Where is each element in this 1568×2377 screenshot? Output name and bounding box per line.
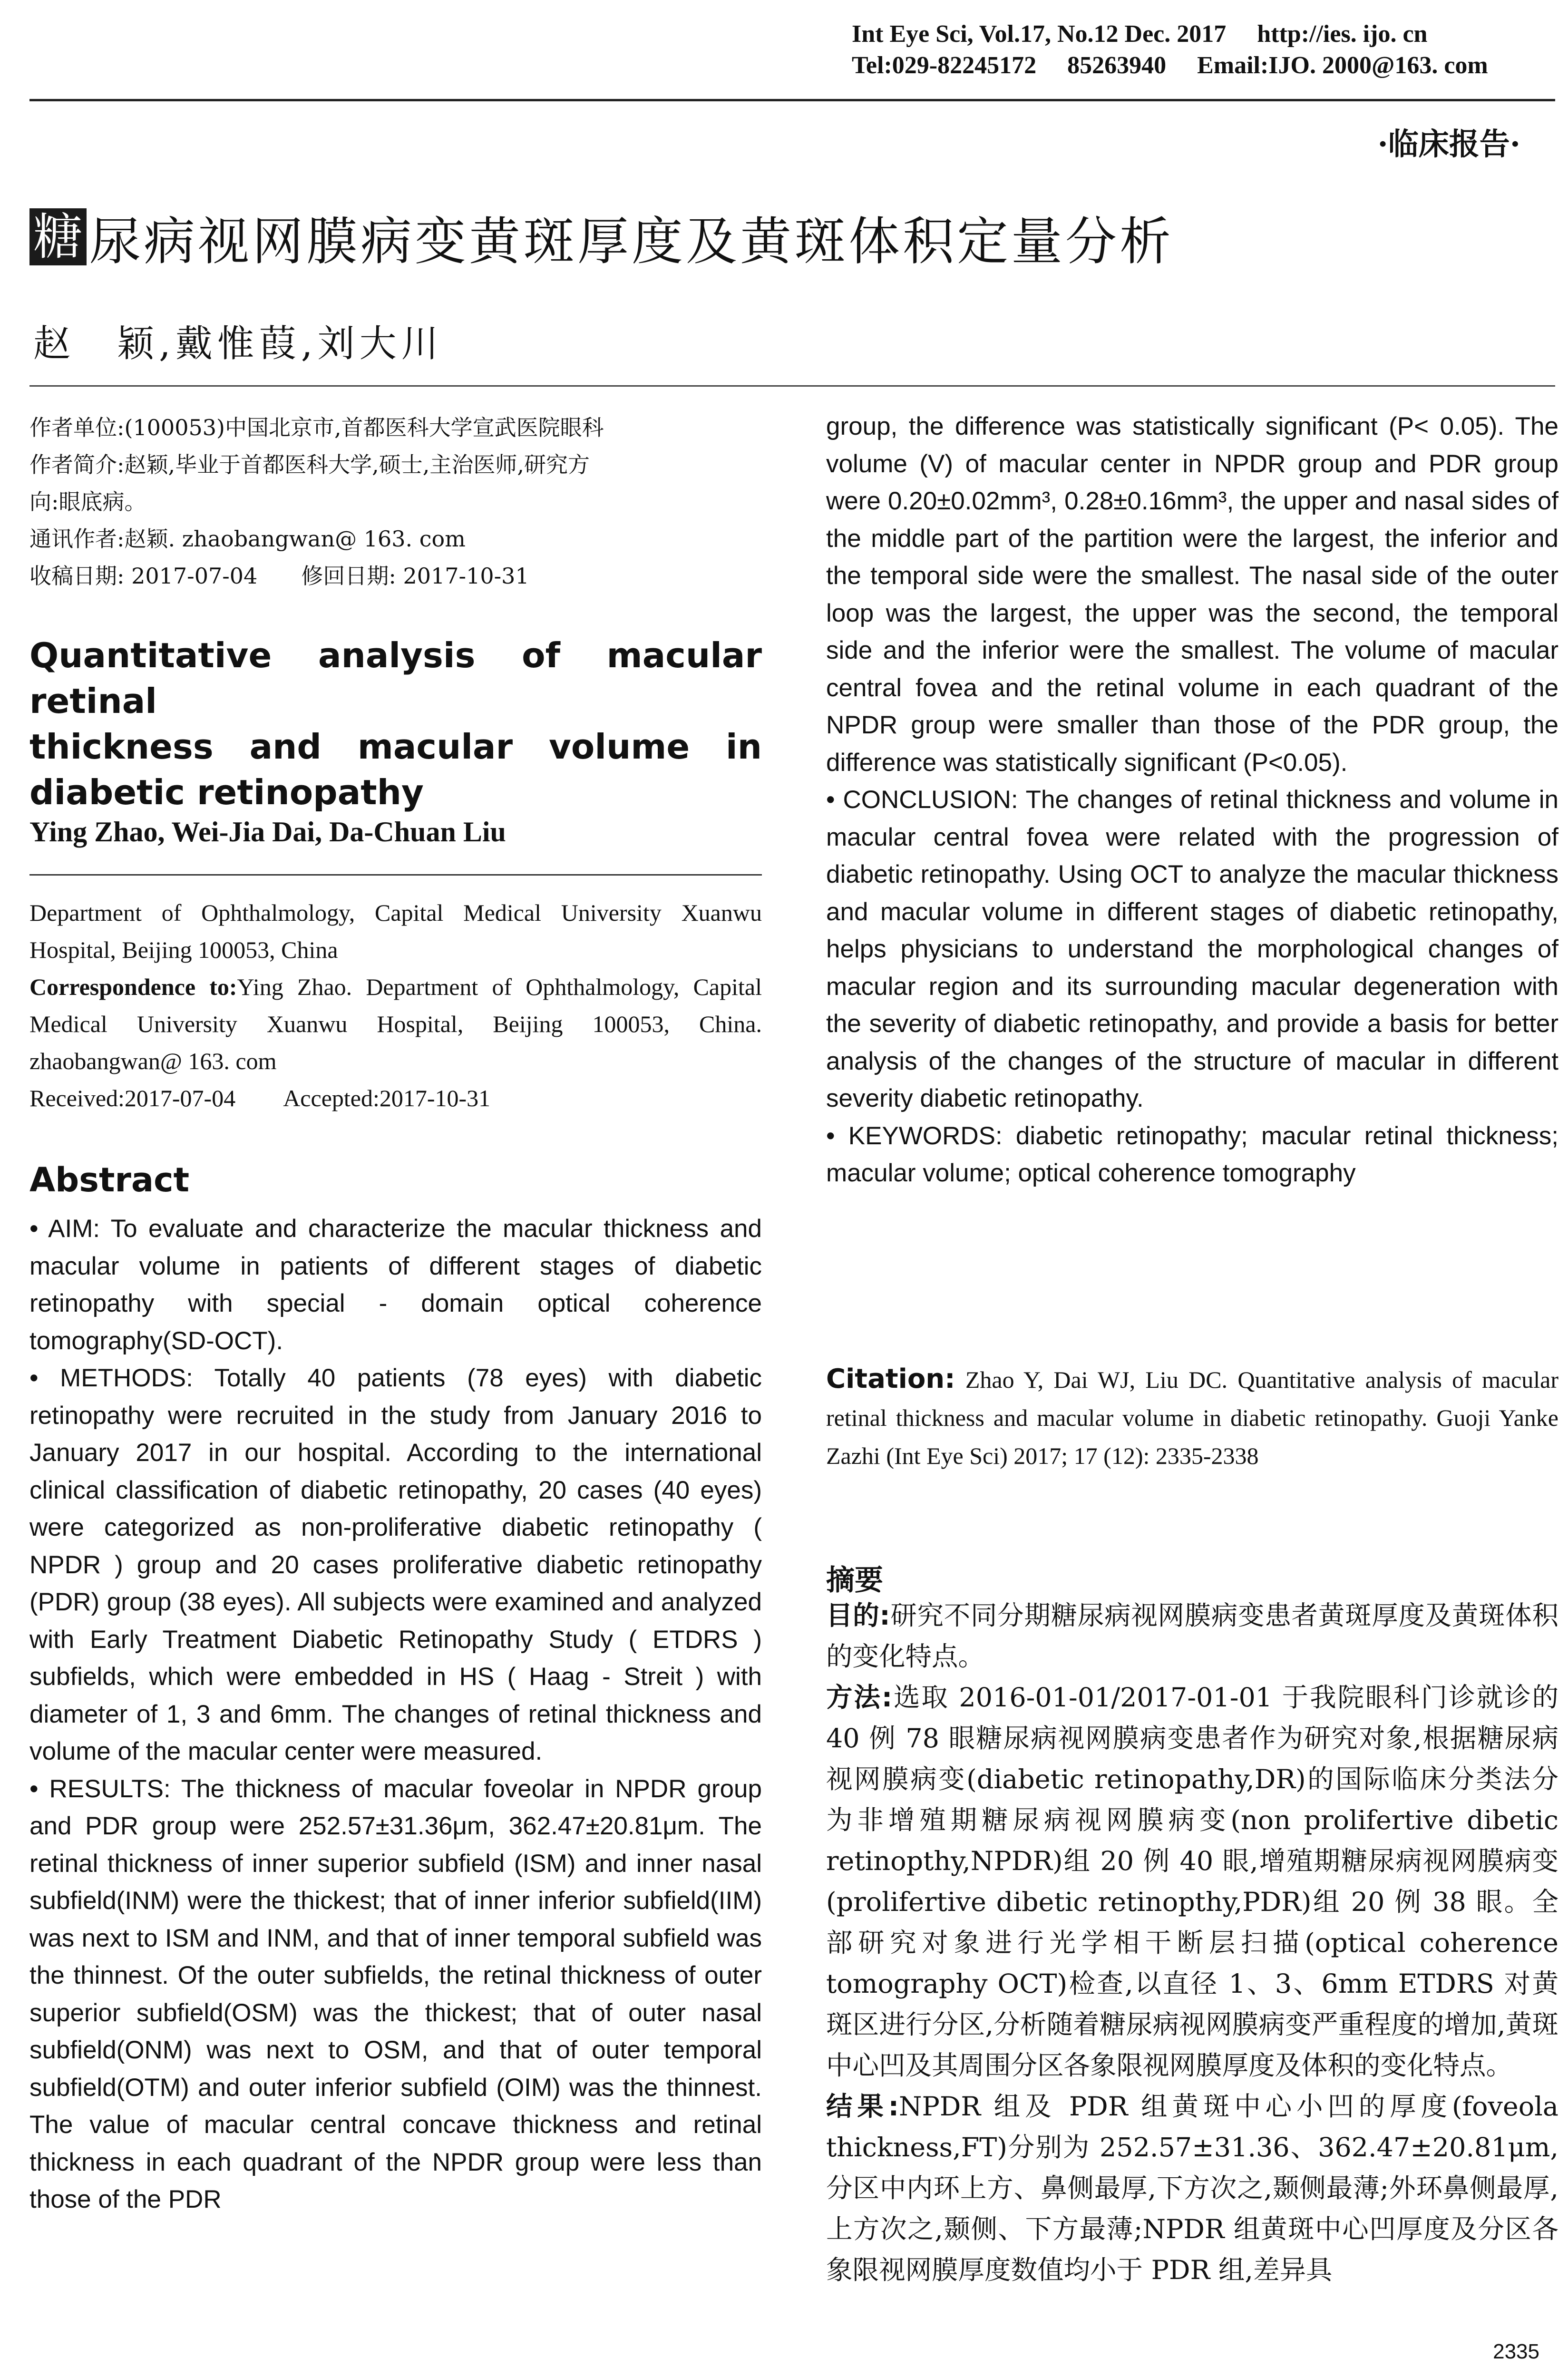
english-affiliation: Department of Ophthalmology, Capital Medical University Xuanwu Hospital, Beijing 100053, China [29, 899, 762, 963]
abstract-aim: • AIM: To evaluate and characterize the macular thickness and macular volume in patients of different stages of diabetic retinopathy with special - domain optical coherence tomography(SD-OCT). [29, 1215, 762, 1355]
abstract-right-column [826, 408, 1558, 1192]
correspondence-text: Ying Zhao. Department of Ophthalmology, Capital Medical University Xuanwu Hospital, Beijing 100053, China. zhaobangwan@ 163. com [29, 974, 762, 1074]
abstract-keywords: • KEYWORDS: diabetic retinopathy; macular retinal thickness; macular volume; optical coherence tomography [826, 1121, 1558, 1187]
chinese-abstract [826, 1596, 1558, 2291]
english-title-line: diabetic retinopathy [29, 772, 424, 812]
dates-cn: 收稿日期: 2017-07-04 修回日期: 2017-10-31 [29, 563, 529, 589]
citation-text: Zhao Y, Dai WJ, Liu DC. Quantitative analysis of macular retinal thickness and macular volume in diabetic retinopathy. Guoji Yanke Zazhi (Int Eye Sci) 2017; 17 (12): 2335-2338 [826, 1366, 1559, 1469]
journal-header-line-1: Int Eye Sci, Vol.17, No.12 Dec. 2017 http://ies. ijo. cn [852, 20, 1428, 48]
authors-chinese: 赵 颖,戴惟葭,刘大川 [33, 322, 443, 365]
abstract-results-part1: • RESULTS: The thickness of macular foveolar in NPDR group and PDR group were 252.57±31.36μm, 362.47±20.81μm. The retinal thickness of inner superior subfield (ISM) and inner nasal subfield(INM) were the thickest; that of inner inferior subfield(IIM) was next to ISM and INM, and that of inner temporal subfield was the thinnest. Of the outer subfields, the retinal thickness of outer superior subfield(OSM) was the thickest; that of outer nasal subfield(ONM) was next to OSM, and that of outer temporal subfield(OTM) and outer inferior subfield (OIM) was the thinnest. The value of macular central concave thickness and retinal thickness in each quadrant of the NPDR group were less than those of the PDR [29, 1774, 762, 2213]
english-affiliation-block [29, 894, 762, 1117]
author-info-chinese [29, 409, 762, 594]
abstract-methods: • METHODS: Totally 40 patients (78 eyes) with diabetic retinopathy were recruited in the study from January 2016 to January 2017 in our hospital. According to the international clinical classification of diabetic retinopathy, 20 cases (40 eyes) were categorized as non-proliferative diabetic retinopathy ( NPDR ) group and 20 cases proliferative diabetic retinopathy (PDR) group (38 eyes). All subjects were examined and analyzed with Early Treatment Diabetic Retinopathy Study ( ETDRS ) subfields, which were embedded in HS ( Haag - Streit ) with diameter of 1, 3 and 6mm. The changes of retinal thickness and volume of the macular center were measured. [29, 1364, 762, 1765]
header-divider [29, 99, 1555, 101]
bio-cn-line2: 向:眼底病。 [29, 489, 146, 515]
english-authors: Ying Zhao, Wei-Jia Dai, Da-Chuan Liu [29, 816, 506, 848]
english-correspondence [29, 968, 762, 1080]
journal-header-line-2: Tel:029-82245172 85263940 Email:IJO. 2000@163. com [852, 52, 1488, 79]
correspondence-label: Correspondence to: [29, 974, 237, 1000]
cn-results-text: NPDR 组及 PDR 组黄斑中心小凹的厚度(foveola thickness,FT)分别为 252.57±31.36、362.47±20.81μm,分区中内环上方、鼻侧最厚,下方次之,颞侧最薄;外环鼻侧最厚,上方次之,颞侧、下方最薄;NPDR 组黄斑中心凹厚度及分区各象限视网膜厚度数值均小于 PDR 组,差异具 [826, 2091, 1558, 2286]
abstract-left-column [29, 1210, 762, 2219]
affiliation-cn: 作者单位:(100053)中国北京市,首都医科大学宣武医院眼科 [29, 415, 604, 440]
page-number: 2335 [1493, 2340, 1539, 2363]
cn-results-label: 结果: [826, 2091, 899, 2122]
english-title-line: thickness and macular volume in [29, 727, 762, 767]
citation-label: Citation: [826, 1364, 955, 1394]
cn-methods-text: 选取 2016-01-01/2017-01-01 于我院眼科门诊就诊的 40 例 78 眼糖尿病视网膜病变患者作为研究对象,根据糖尿病视网膜病变(diabetic retinopathy,DR)的国际临床分类法分为非增殖期糖尿病视网膜病变(non prolifertive dibetic retinopthy,NPDR)组 20 例 40 眼,增殖期糖尿病视网膜病变(prolifertive dibetic retinopthy,PDR)组 20 例 38 眼。全部研究对象进行光学相干断层扫描(optical coherence tomography OCT)检查,以直径 1、3、6mm ETDRS 对黄斑区进行分区,分析随着糖尿病视网膜病变严重程度的增加,黄斑中心凹及其周围分区各象限视网膜厚度及体积的变化特点。 [826, 1682, 1559, 2081]
author-divider [29, 385, 1555, 387]
english-title-line: Quantitative analysis of macular retinal [29, 635, 762, 721]
article-title [29, 204, 1174, 270]
abstract-conclusion: • CONCLUSION: The changes of retinal thickness and volume in macular central fovea were related with the progression of diabetic retinopathy. Using OCT to analyze the macular thickness and macular volume in different stages of diabetic retinopathy, helps physicians to understand the morphological changes of macular region and its surrounding macular degeneration with the severity of diabetic retinopathy, and provide a basis for better analysis of the changes of the structure of macular in different severity diabetic retinopathy. [826, 786, 1558, 1112]
english-received: Received:2017-07-04 Accepted:2017-10-31 [29, 1085, 491, 1111]
cn-methods-label: 方法: [826, 1682, 893, 1713]
abstract-results-part2: group, the difference was statistically significant (P< 0.05). The volume (V) of macular center in NPDR group and PDR group were 0.20±0.02mm³, 0.28±0.16mm³, the upper and nasal sides of the middle part of the partition were the largest, the inferior and the temporal side were the smallest. The nasal side of the outer loop was the largest, the upper was the second, the temporal side and the inferior were the smallest. The volume of macular central fovea and the retinal volume in each quadrant of the NPDR group were smaller than those of the PDR group, the difference was statistically significant (P<0.05). [826, 412, 1558, 777]
title-text: 尿病视网膜病变黄斑厚度及黄斑体积定量分析 [89, 212, 1174, 272]
english-title [29, 633, 762, 815]
citation-block [826, 1360, 1558, 1475]
cn-aim [826, 1596, 1558, 1677]
abstract-heading: Abstract [29, 1160, 190, 1199]
cn-methods [826, 1677, 1558, 2086]
bio-cn-line1: 作者简介:赵颖,毕业于首都医科大学,硕士,主治医师,研究方 [29, 452, 590, 477]
cn-aim-label: 目的: [826, 1600, 890, 1631]
correspondence-cn: 通讯作者:赵颖. zhaobangwan@ 163. com [29, 526, 466, 552]
chinese-abstract-heading: 摘要 [826, 1564, 883, 1597]
cn-results [826, 2086, 1558, 2291]
title-initial-char: 糖 [29, 208, 87, 265]
section-tag: ·临床报告· [1377, 127, 1520, 162]
english-author-divider [29, 874, 762, 876]
cn-aim-text: 研究不同分期糖尿病视网膜病变患者黄斑厚度及黄斑体积的变化特点。 [826, 1600, 1558, 1672]
